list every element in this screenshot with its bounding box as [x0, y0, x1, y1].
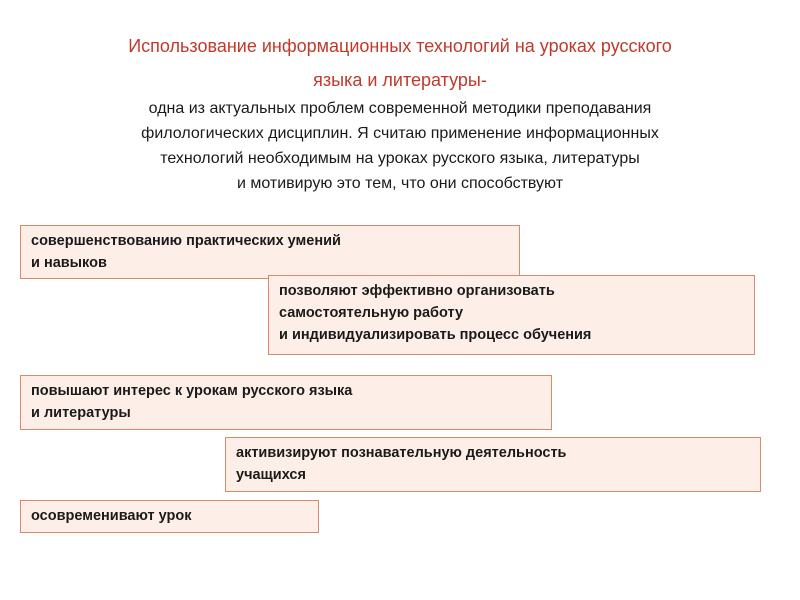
intro-line-2: филологических дисциплин. Я считаю применение информационных: [141, 125, 659, 142]
benefit-text: самостоятельную работу: [279, 305, 464, 321]
page-title-line-2: языка и литературы-: [313, 70, 487, 90]
benefit-text: осовременивают урок: [31, 508, 192, 524]
benefit-box-independent-work: [268, 275, 755, 355]
intro-line-1: одна из актуальных проблем современной методики преподавания: [148, 100, 652, 117]
benefit-box-cognitive-activity: [225, 437, 761, 492]
benefit-text: и навыков: [31, 255, 107, 271]
benefit-box-skills: [20, 225, 520, 279]
benefit-text: позволяют эффективно организовать: [279, 283, 555, 299]
benefit-text: активизируют познавательную деятельность: [236, 445, 567, 461]
benefit-box-modernize-lesson: [20, 500, 319, 533]
benefit-text: и литературы: [31, 405, 131, 421]
page-title-line-1: Использование информационных технологий на уроках русского: [128, 36, 672, 56]
intro-line-3: технологий необходимым на уроках русского языка, литературы: [160, 150, 640, 167]
intro-line-4: и мотивирую это тем, что они способствуют: [236, 175, 564, 192]
benefit-box-interest: [20, 375, 552, 430]
benefit-text: и индивидуализировать процесс обучения: [279, 327, 592, 343]
benefit-text: учащихся: [236, 467, 306, 483]
benefit-text: совершенствованию практических умений: [31, 233, 341, 249]
benefit-text: повышают интерес к урокам русского языка: [31, 383, 353, 399]
